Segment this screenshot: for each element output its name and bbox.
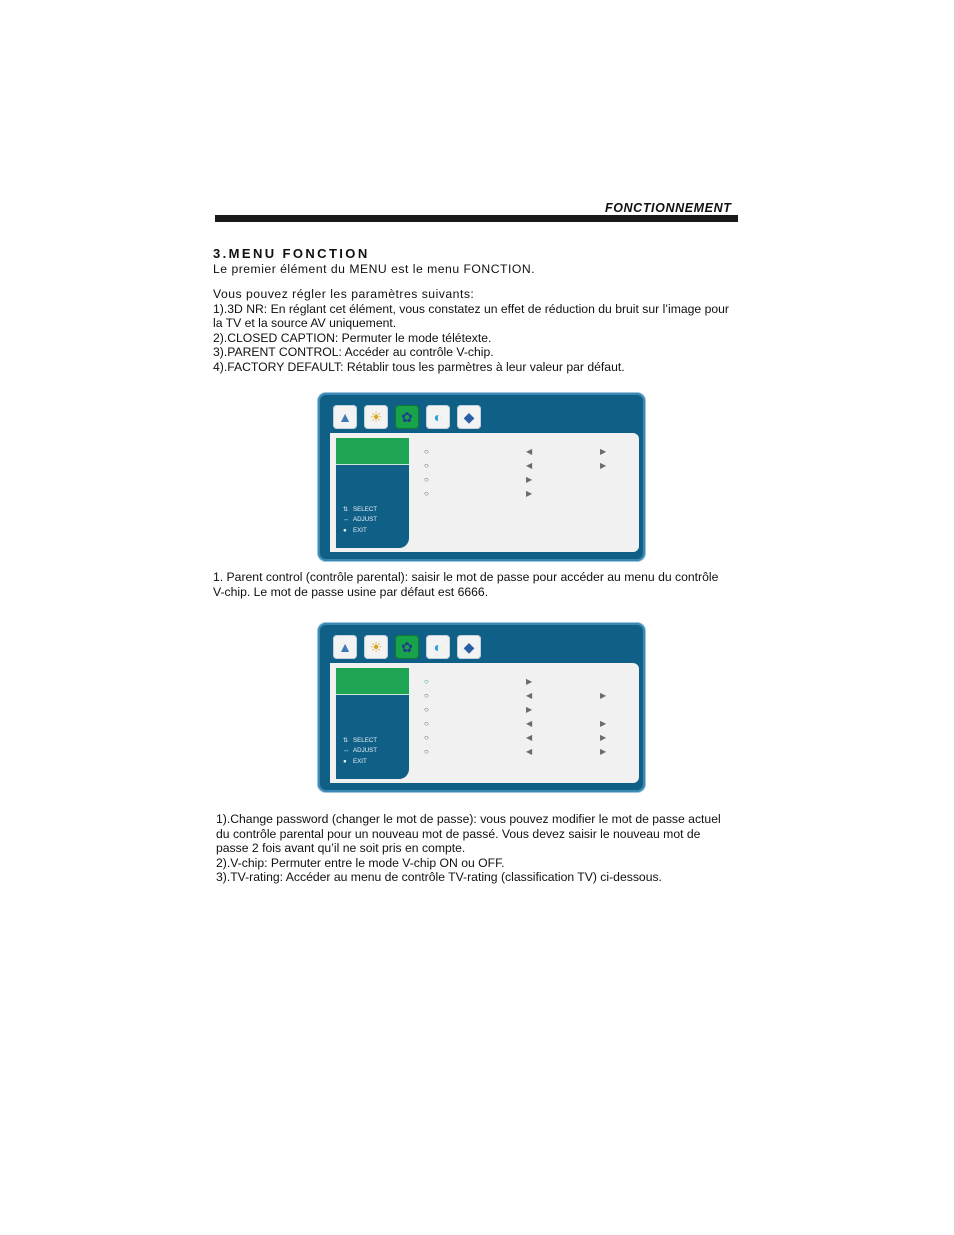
parent-control-menu-screen <box>318 623 645 792</box>
legend-adjust: ADJUST <box>353 747 378 754</box>
legend-adjust: ADJUST <box>353 516 378 523</box>
bullet-icon: ○ <box>424 747 429 757</box>
menu-legend <box>343 505 377 537</box>
menu-row[interactable] <box>424 705 644 719</box>
arrow-right-icon[interactable]: ▶ <box>600 447 607 456</box>
menu-title-highlight <box>336 438 409 465</box>
adjust-icon: ↔ <box>343 516 350 523</box>
menu-title-highlight <box>336 668 409 695</box>
menu-icon-bar <box>333 635 481 659</box>
bullet-icon: ○ <box>424 475 429 485</box>
menu-rows <box>424 677 644 762</box>
bullet-icon: ○ <box>424 489 429 499</box>
exit-icon: ● <box>343 757 347 765</box>
bullet-icon: ○ <box>424 705 429 715</box>
params-list <box>213 287 729 375</box>
arrow-right-icon[interactable]: ▶ <box>600 733 607 743</box>
arrow-left-icon[interactable]: ◀ <box>526 733 533 743</box>
section-intro: Le premier élément du MENU est le menu FONCTION. <box>213 262 536 276</box>
time-icon[interactable]: ◐ <box>426 635 450 659</box>
params-list-line: 4).FACTORY DEFAULT: Rétablir tous les parmètres à leur valeur par défaut. <box>213 359 625 374</box>
header-rule <box>215 215 738 222</box>
bullet-icon: ○ <box>424 719 429 729</box>
parent-control-paragraph <box>213 570 718 599</box>
arrow-left-icon[interactable]: ◀ <box>526 447 533 456</box>
paragraph-line: passe 2 fois avant qu’il ne soit pris en compte. <box>216 841 466 856</box>
adjust-icon: ↔ <box>343 747 350 754</box>
exit-icon: ● <box>343 526 347 534</box>
bullet-icon: ○ <box>424 733 429 743</box>
params-list-line: Vous pouvez régler les paramètres suivants: <box>213 287 475 301</box>
bullet-icon: ○ <box>424 677 429 686</box>
function-icon[interactable]: ✿ <box>395 635 419 659</box>
menu-row[interactable] <box>424 733 644 747</box>
menu-row[interactable] <box>424 747 644 761</box>
picture-icon[interactable]: ▲ <box>333 635 357 659</box>
params-list-line: 1).3D NR: En réglant cet élément, vous constatez un effet de réduction du bruit sur l’image pour <box>213 301 729 316</box>
menu-row[interactable] <box>424 691 644 705</box>
arrow-left-icon[interactable]: ◀ <box>526 461 533 471</box>
params-list-line: la TV et la source AV uniquement. <box>213 316 397 331</box>
section-title: 3.MENU FONCTION <box>213 246 370 261</box>
menu-sidebar <box>336 438 409 548</box>
channel-icon[interactable]: ◆ <box>457 405 481 429</box>
select-icon: ⇅ <box>343 505 349 513</box>
function-menu-screen <box>318 393 645 561</box>
password-paragraph <box>216 812 721 885</box>
legend-select: SELECT <box>353 505 378 513</box>
menu-legend <box>343 736 377 768</box>
arrow-right-icon[interactable]: ▶ <box>526 677 533 686</box>
menu-rows <box>424 447 644 503</box>
menu-row[interactable] <box>424 461 644 475</box>
paragraph-line: 2).V-chip: Permuter entre le mode V-chip ON ou OFF. <box>216 855 505 870</box>
arrow-right-icon[interactable]: ▶ <box>600 719 607 729</box>
menu-icon-bar <box>333 405 481 429</box>
menu-row[interactable] <box>424 677 644 691</box>
arrow-left-icon[interactable]: ◀ <box>526 747 533 757</box>
picture-icon[interactable]: ▲ <box>333 405 357 429</box>
arrow-right-icon[interactable]: ▶ <box>526 705 533 715</box>
page-header-label: FONCTIONNEMENT <box>605 201 732 215</box>
menu-row[interactable] <box>424 447 644 461</box>
arrow-right-icon[interactable]: ▶ <box>600 461 607 471</box>
arrow-right-icon[interactable]: ▶ <box>600 691 607 701</box>
params-list-line: 3).PARENT CONTROL: Accéder au contrôle V-chip. <box>213 345 494 360</box>
params-list-line: 2).CLOSED CAPTION: Permuter le mode télétexte. <box>213 330 492 345</box>
function-icon[interactable]: ✿ <box>395 405 419 429</box>
paragraph-line: 1).Change password (changer le mot de passe): vous pouvez modifier le mot de passe actuel <box>216 812 721 826</box>
sound-icon[interactable]: ☀ <box>364 635 388 659</box>
arrow-left-icon[interactable]: ◀ <box>526 719 533 729</box>
menu-panel <box>330 433 639 552</box>
time-icon[interactable]: ◐ <box>426 405 450 429</box>
menu-row[interactable] <box>424 719 644 733</box>
menu-panel <box>330 663 639 783</box>
select-icon: ⇅ <box>343 736 349 744</box>
paragraph-line: V-chip. Le mot de passe usine par défaut est 6666. <box>213 584 489 599</box>
paragraph-line: du contrôle parental pour un nouveau mot de passé. Vous devez saisir le nouveau mot de <box>216 826 701 841</box>
legend-exit: EXIT <box>353 526 367 534</box>
arrow-right-icon[interactable]: ▶ <box>526 489 533 499</box>
channel-icon[interactable]: ◆ <box>457 635 481 659</box>
legend-select: SELECT <box>353 736 378 744</box>
paragraph-line: 3).TV-rating: Accéder au menu de contrôle TV-rating (classification TV) ci-dessous. <box>216 870 662 885</box>
sound-icon[interactable]: ☀ <box>364 405 388 429</box>
arrow-right-icon[interactable]: ▶ <box>526 475 533 485</box>
menu-row[interactable] <box>424 475 644 489</box>
bullet-icon: ○ <box>424 691 429 701</box>
legend-exit: EXIT <box>353 757 367 765</box>
arrow-left-icon[interactable]: ◀ <box>526 691 533 701</box>
arrow-right-icon[interactable]: ▶ <box>600 747 607 757</box>
menu-sidebar <box>336 668 409 779</box>
bullet-icon: ○ <box>424 461 429 471</box>
paragraph-line: 1. Parent control (contrôle parental): saisir le mot de passe pour accéder au menu du contrôle <box>213 570 719 584</box>
menu-row[interactable] <box>424 489 644 503</box>
bullet-icon: ○ <box>424 447 429 456</box>
